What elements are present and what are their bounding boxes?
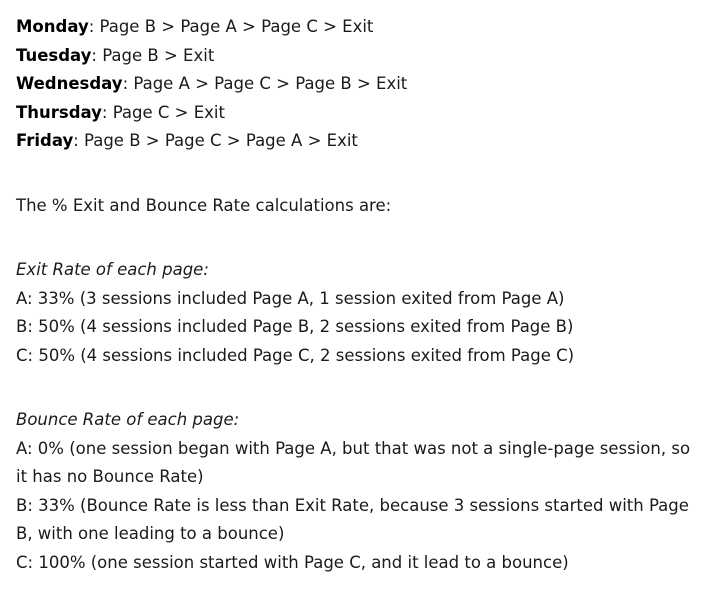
spacer [16,220,696,256]
bounce-rate-section [16,406,696,577]
bounce-rate-item-a: A: 0% (one session began with Page A, but that was not a single-page session, so it has no Bounce Rate) [16,438,691,486]
bounce-rate-heading: Bounce Rate of each page: [16,410,240,429]
day-label: Wednesday [16,74,123,93]
session-path: Page B > Page C > Page A > Exit [84,131,358,150]
spacer [16,370,696,406]
separator: : [122,74,134,93]
spacer [16,156,696,192]
session-thursday [16,99,696,128]
bounce-rate-item-b: B: 33% (Bounce Rate is less than Exit Rate, because 3 sessions started with Page B, with one leading to a bounce) [16,495,689,543]
session-path: Page C > Exit [112,102,225,122]
session-list [16,13,696,156]
day-label: Monday [16,17,89,36]
session-wednesday [16,70,696,99]
day-label: Thursday [16,102,102,122]
separator: : [73,131,85,150]
day-label: Friday [16,131,74,150]
separator: : [101,102,113,122]
intro-text: The % Exit and Bounce Rate calculations are: [16,195,392,215]
session-monday [16,13,696,42]
session-friday [16,127,696,156]
document-body [16,13,696,577]
session-path: Page B > Exit [102,45,215,65]
exit-rate-item-a: A: 33% (3 sessions included Page A, 1 session exited from Page A) [16,288,565,308]
exit-rate-section [16,256,696,370]
exit-rate-item-b: B: 50% (4 sessions included Page B, 2 sessions exited from Page B) [16,317,574,336]
separator: : [91,45,103,65]
exit-rate-item-c: C: 50% (4 sessions included Page C, 2 sessions exited from Page C) [16,345,575,365]
separator: : [88,17,100,36]
session-path: Page B > Page A > Page C > Exit [99,17,374,36]
session-path: Page A > Page C > Page B > Exit [133,74,408,93]
bounce-rate-item-c: C: 100% (one session started with Page C, and it lead to a bounce) [16,552,569,572]
session-tuesday [16,42,696,71]
day-label: Tuesday [16,45,92,65]
exit-rate-heading: Exit Rate of each page: [16,260,209,279]
